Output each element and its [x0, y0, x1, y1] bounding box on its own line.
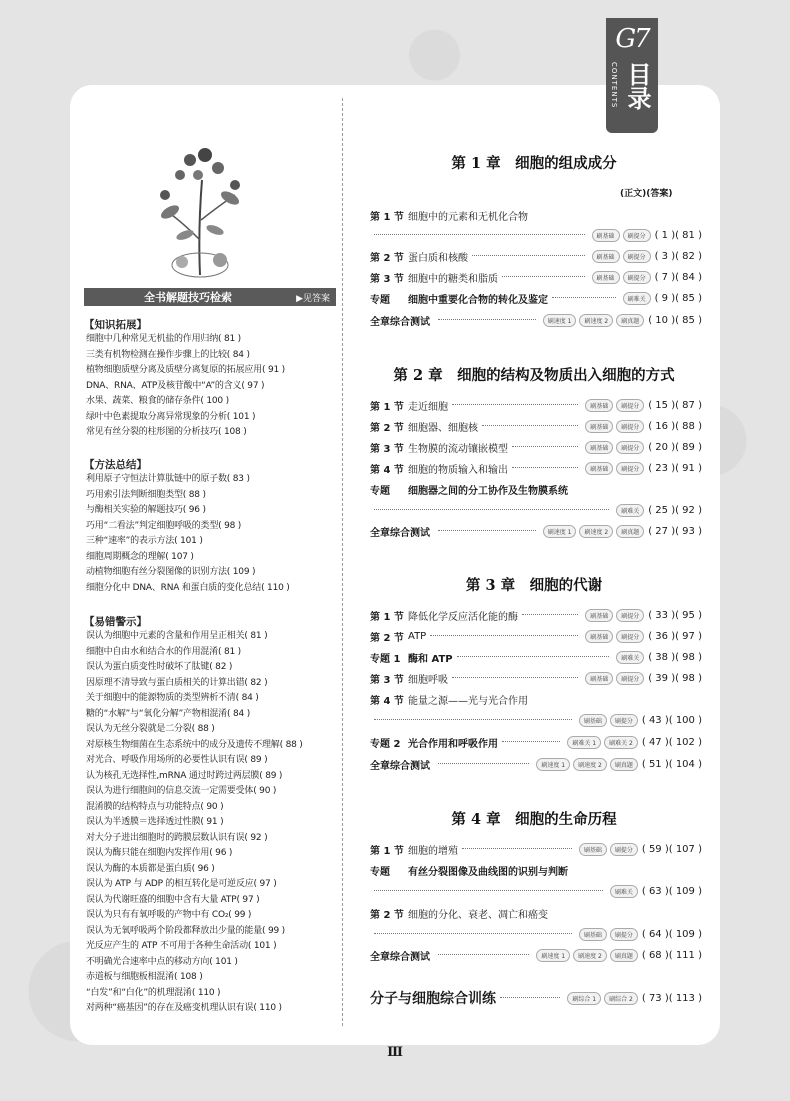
badge: 刷基础	[585, 399, 613, 412]
toc-entry-c1q[interactable]	[370, 312, 702, 328]
page-ref: ( 23 )( 91 )	[648, 462, 702, 474]
dot-leader	[457, 649, 610, 657]
page-ref: ( 36 )( 97 )	[648, 630, 702, 642]
badge: 刷真题	[610, 949, 638, 962]
list-item: 因原理不清导致与蛋白质相关的计算出错( 82 )	[86, 677, 268, 688]
methods-list	[86, 472, 340, 596]
section-number: 第 1 节	[370, 211, 404, 223]
entry-title: 细胞呼吸	[408, 674, 448, 686]
entry-title: 细胞的物质输入和输出	[408, 464, 508, 476]
toc-entry-c3s4-pages[interactable]	[370, 712, 702, 728]
page-ref: ( 68 )( 111 )	[641, 949, 702, 961]
badge: 刷难关	[623, 292, 651, 305]
dot-leader	[374, 712, 572, 720]
list-item: 对大分子进出细胞时的跨膜层数认识有误( 92 )	[86, 832, 268, 843]
badge: 刷基础	[579, 714, 607, 727]
list-item: 细胞周期概念的理解( 107 )	[86, 551, 194, 562]
dot-leader	[438, 523, 536, 531]
list-item: 绿叶中色素提取分离异常现象的分析( 101 )	[86, 411, 256, 422]
dot-leader	[502, 269, 585, 277]
badge: 刷基础	[585, 420, 613, 433]
section-number: 专题 2	[370, 738, 401, 750]
section-number: 第 2 节	[370, 632, 404, 644]
list-item: 误认为酶的本质都是蛋白质( 96 )	[86, 863, 215, 874]
toc-entry-c2s2[interactable]	[370, 418, 702, 434]
page-ref: ( 7 )( 84 )	[654, 271, 702, 283]
badge: 刷基础	[579, 928, 607, 941]
entry-title: 降低化学反应活化能的酶	[408, 611, 518, 623]
dot-leader	[438, 312, 536, 320]
entry-title: 蛋白质和核酸	[408, 252, 468, 264]
toc-entry-c4s2[interactable]	[370, 905, 702, 921]
page-ref: ( 27 )( 93 )	[648, 525, 702, 537]
page-ref: ( 9 )( 85 )	[654, 292, 702, 304]
list-item: 误认为蛋白质变性时破坏了肽键( 82 )	[86, 662, 233, 672]
page-ref: ( 47 )( 102 )	[641, 736, 702, 748]
toc-entry-c3s3[interactable]	[370, 670, 702, 686]
toc-entry-c1s1-pages[interactable]	[370, 227, 702, 243]
list-item: 植物细胞质壁分离及质壁分离复原的拓展应用( 91 )	[86, 365, 285, 375]
list-item: 细胞分化中 DNA、RNA 和蛋白质的变化总结( 110 )	[86, 582, 290, 593]
page-ref: ( 16 )( 88 )	[648, 420, 702, 432]
list-item: 糖的“水解”与“氧化分解”产物相混淆( 84 )	[86, 708, 251, 719]
page-ref: ( 33 )( 95 )	[648, 609, 702, 621]
dot-leader	[374, 926, 572, 934]
badge: 刷基础	[585, 609, 613, 622]
page-ref: ( 64 )( 109 )	[641, 928, 702, 940]
dot-leader	[374, 502, 609, 510]
dot-leader	[374, 227, 585, 235]
section-number: 第 3 节	[370, 273, 404, 285]
list-item: 细胞中几种常见无机盐的作用归纳( 81 )	[86, 334, 241, 344]
toc-entry-c1s3[interactable]	[370, 269, 702, 285]
badge: 刷速度 2	[579, 314, 613, 327]
chapter-4-title: 第 4 章 细胞的生命历程	[451, 811, 617, 828]
badge: 刷难关 1	[567, 736, 601, 749]
badge: 刷综合 1	[567, 992, 601, 1005]
badge: 刷提分	[623, 229, 651, 242]
badge: 刷基础	[592, 229, 620, 242]
knowledge-list	[86, 332, 340, 441]
entry-title: 生物膜的流动镶嵌模型	[408, 443, 508, 455]
see-answer-label: ▶见答案	[296, 293, 330, 304]
section-number: 第 4 节	[370, 464, 404, 476]
dot-leader	[452, 670, 578, 678]
badge: 刷基础	[585, 672, 613, 685]
page-ref: ( 38 )( 98 )	[648, 651, 702, 663]
toc-entry-c3s4[interactable]	[370, 691, 702, 707]
list-item: 与酶相关实验的解题技巧( 96 )	[86, 505, 206, 515]
list-item: 混淆膜的结构特点与功能特点( 90 )	[86, 801, 224, 812]
entry-title: 细胞中重要化合物的转化及鉴定	[408, 294, 548, 306]
list-item: 误认为细胞中元素的含量和作用呈正相关( 81 )	[86, 631, 268, 641]
toc-title: 目录	[623, 62, 651, 110]
section-number: 全章综合测试	[370, 951, 430, 963]
list-item: 误认为半透膜＝选择透过性膜( 91 )	[86, 817, 224, 827]
dot-leader	[452, 397, 578, 405]
flower-plant-illustration-icon	[140, 140, 260, 280]
badge: 刷速度 1	[536, 949, 570, 962]
section-number: 第 3 节	[370, 674, 404, 686]
badge: 刷真题	[616, 525, 644, 538]
toc-entry-c3s2[interactable]	[370, 628, 702, 644]
warnings-list	[86, 629, 340, 1017]
toc-entry-c1s1[interactable]	[370, 207, 702, 223]
toc-entry-c3sp2[interactable]	[370, 734, 702, 750]
toc-entry-c3sp1[interactable]	[370, 649, 702, 665]
toc-entry-c4s2-pages[interactable]	[370, 926, 702, 942]
entry-title: 细胞的增殖	[408, 845, 458, 857]
badge: 刷提分	[610, 928, 638, 941]
badge: 刷速度 2	[573, 758, 607, 771]
entry-title: 细胞的分化、衰老、凋亡和癌变	[408, 909, 548, 921]
column-divider	[342, 98, 343, 1026]
g7-logo: G7	[615, 24, 649, 54]
list-item: 光反应产生的 ATP 不可用于各种生命活动( 101 )	[86, 941, 277, 951]
section-number: 第 3 节	[370, 443, 404, 455]
entry-title: 能量之源——光与光合作用	[408, 695, 528, 707]
entry-title: 细胞中的元素和无机化合物	[408, 211, 528, 223]
entry-title: 分子与细胞综合训练	[370, 991, 496, 1007]
column-heading: (正文)(答案)	[620, 189, 673, 199]
tips-index-header	[84, 288, 336, 306]
section-number: 第 2 节	[370, 252, 404, 264]
page-ref: ( 15 )( 87 )	[648, 399, 702, 411]
entry-title: 光合作用和呼吸作用	[408, 738, 498, 750]
section-number: 第 2 节	[370, 909, 404, 921]
dot-leader	[500, 988, 560, 998]
toc-entry-c2s3[interactable]	[370, 439, 702, 455]
badge: 刷难关 2	[604, 736, 638, 749]
list-item: 常见有丝分裂的柱形图的分析技巧( 108 )	[86, 427, 247, 437]
entry-title: 有丝分裂图像及曲线图的识别与判断	[408, 866, 568, 878]
entry-title: ATP	[408, 630, 427, 642]
list-item: 误认为只有有氧呼吸的产物中有 CO₂( 99 )	[86, 910, 252, 920]
chapter-2-title: 第 2 章 细胞的结构及物质出入细胞的方式	[393, 367, 675, 384]
entry-title: 酶和 ATP	[408, 653, 453, 665]
dot-leader	[462, 841, 572, 849]
list-item: 对光合、呼吸作用场所的必要性认识有误( 89 )	[86, 755, 268, 765]
badge: 刷真题	[616, 314, 644, 327]
section-number: 第 1 节	[370, 845, 404, 857]
list-item: 误认为 ATP 与 ADP 的相互转化是可逆反应( 97 )	[86, 879, 277, 889]
dot-leader	[438, 947, 529, 955]
badge: 刷速度 2	[573, 949, 607, 962]
page-ref: ( 73 )( 113 )	[641, 992, 702, 1004]
entry-title: 细胞器、细胞核	[408, 422, 478, 434]
badge: 刷速度 1	[536, 758, 570, 771]
badge: 刷提分	[610, 714, 638, 727]
list-item: 对原核生物细菌在生态系统中的成分及遗传不理解( 88 )	[86, 739, 303, 750]
toc-entry-c2s1[interactable]	[370, 397, 702, 413]
list-item: 误认为代谢旺盛的细胞中含有大量 ATP( 97 )	[86, 894, 260, 905]
list-item: 水果、蔬菜、粮食的储存条件( 100 )	[86, 396, 229, 406]
badge: 刷速度 2	[579, 525, 613, 538]
list-item: 赤道板与细胞板相混淆( 108 )	[86, 972, 203, 982]
badge: 刷基础	[579, 843, 607, 856]
toc-entry-final[interactable]	[370, 988, 702, 1008]
badge: 刷提分	[616, 609, 644, 622]
dot-leader	[482, 418, 578, 426]
dot-leader	[374, 883, 603, 891]
toc-entry-c2sp[interactable]	[370, 481, 702, 497]
badge: 刷提分	[610, 843, 638, 856]
dot-leader	[502, 734, 560, 742]
list-item: “白发”和“白化”的机理混淆( 110 )	[86, 987, 221, 998]
dot-leader	[430, 628, 578, 636]
section-title-methods: 【方法总结】	[84, 459, 147, 471]
badge: 刷提分	[616, 672, 644, 685]
list-item: 认为核孔无选择性,mRNA 通过时跨过两层膜( 89 )	[86, 770, 283, 781]
list-item: 对两种“癌基因”的存在及癌变机理认识有误( 110 )	[86, 1003, 282, 1013]
list-item: 误认为无氧呼吸两个阶段都释放出少量的能量( 99 )	[86, 925, 285, 936]
page-ref: ( 59 )( 107 )	[641, 843, 702, 855]
page-ref: ( 51 )( 104 )	[641, 758, 702, 770]
page-ref: ( 1 )( 81 )	[654, 229, 702, 241]
toc-entry-c2s4[interactable]	[370, 460, 702, 476]
section-number: 第 2 节	[370, 422, 404, 434]
list-item: 巧用索引法判断细胞类型( 88 )	[86, 489, 206, 500]
badge: 刷难关	[610, 885, 638, 898]
section-number: 第 4 节	[370, 695, 404, 707]
dot-leader	[522, 607, 578, 615]
dot-leader	[438, 756, 529, 764]
section-number: 全章综合测试	[370, 760, 430, 772]
badge: 刷提分	[616, 420, 644, 433]
list-item: 三类有机物检测在操作步骤上的比较( 84 )	[86, 349, 250, 360]
page-ref: ( 63 )( 109 )	[641, 885, 702, 897]
badge: 刷综合 2	[604, 992, 638, 1005]
toc-entry-c2q[interactable]	[370, 523, 702, 539]
contents-label: CONTENTS	[610, 62, 618, 109]
chapter-3-title: 第 3 章 细胞的代谢	[465, 577, 603, 594]
dot-leader	[512, 439, 578, 447]
badge: 刷提分	[623, 271, 651, 284]
page-number: Ⅲ	[387, 1045, 403, 1060]
badge: 刷基础	[592, 271, 620, 284]
list-item: 误认为酶只能在细胞内发挥作用( 96 )	[86, 848, 233, 858]
dot-leader	[512, 460, 578, 468]
section-number: 全章综合测试	[370, 527, 430, 539]
section-title-warnings: 【易错警示】	[84, 616, 147, 628]
badge: 刷基础	[592, 250, 620, 263]
list-item: 不明确光合速率中点的移动方向( 101 )	[86, 956, 238, 967]
entry-title: 细胞中的糖类和脂质	[408, 273, 498, 285]
badge: 刷基础	[585, 462, 613, 475]
toc-entry-c4s1[interactable]	[370, 841, 702, 857]
section-number: 专题	[370, 866, 390, 878]
badge: 刷提分	[616, 462, 644, 475]
toc-entry-c4sp[interactable]	[370, 862, 702, 878]
list-item: 细胞中自由水和结合水的作用混淆( 81 )	[86, 646, 241, 657]
badge: 刷提分	[616, 630, 644, 643]
badge: 刷速度 1	[543, 525, 577, 538]
toc-entry-c3s1[interactable]	[370, 607, 702, 623]
badge: 刷难关	[616, 651, 644, 664]
list-item: 误认为无丝分裂就是二分裂( 88 )	[86, 724, 215, 734]
badge: 刷提分	[616, 399, 644, 412]
badge: 刷真题	[610, 758, 638, 771]
toc-entry-c4sp-pages[interactable]	[370, 883, 702, 899]
page-ref: ( 20 )( 89 )	[648, 441, 702, 453]
toc-entry-c1sp[interactable]	[370, 290, 702, 306]
list-item: 利用原子守恒法计算肽链中的原子数( 83 )	[86, 474, 250, 484]
list-item: DNA、RNA、ATP及核苷酸中“A”的含义( 97 )	[86, 380, 265, 391]
chapter-1-title: 第 1 章 细胞的组成成分	[451, 155, 617, 172]
section-number: 全章综合测试	[370, 316, 430, 328]
badge: 刷基础	[585, 630, 613, 643]
dot-leader	[472, 248, 585, 256]
section-number: 专题	[370, 294, 390, 306]
list-item: 误认为进行细胞间的信息交流一定需要受体( 90 )	[86, 786, 277, 796]
badge: 刷速度 1	[543, 314, 577, 327]
page-ref: ( 3 )( 82 )	[654, 250, 702, 262]
contents-tab	[606, 18, 658, 133]
page-ref: ( 25 )( 92 )	[648, 504, 702, 516]
badge: 刷难关	[616, 504, 644, 517]
section-title-knowledge: 【知识拓展】	[84, 319, 147, 331]
badge: 刷提分	[623, 250, 651, 263]
section-number: 第 1 节	[370, 611, 404, 623]
section-number: 专题	[370, 485, 390, 497]
list-item: 关于细胞中的能源物质的类型辨析不清( 84 )	[86, 693, 259, 703]
list-item: 动植物细胞有丝分裂图像的识别方法( 109 )	[86, 567, 256, 577]
tips-index-title: 全书解题技巧检索	[144, 291, 232, 304]
badge: 刷提分	[616, 441, 644, 454]
dot-leader	[552, 290, 616, 298]
section-number: 专题 1	[370, 653, 401, 665]
section-number: 第 1 节	[370, 401, 404, 413]
toc-entry-c3q[interactable]	[370, 756, 702, 772]
toc-entry-c4q[interactable]	[370, 947, 702, 963]
entry-title: 走近细胞	[408, 401, 448, 413]
page-ref: ( 10 )( 85 )	[648, 314, 702, 326]
page-ref: ( 43 )( 100 )	[641, 714, 702, 726]
list-item: 巧用“二看法”判定细胞呼吸的类型( 98 )	[86, 520, 242, 531]
page-ref: ( 39 )( 98 )	[648, 672, 702, 684]
toc-entry-c2sp-pages[interactable]	[370, 502, 702, 518]
toc-entry-c1s2[interactable]	[370, 248, 702, 264]
list-item: 三种“速率”的表示方法( 101 )	[86, 536, 203, 546]
entry-title: 细胞器之间的分工协作及生物膜系统	[408, 485, 568, 497]
badge: 刷基础	[585, 441, 613, 454]
